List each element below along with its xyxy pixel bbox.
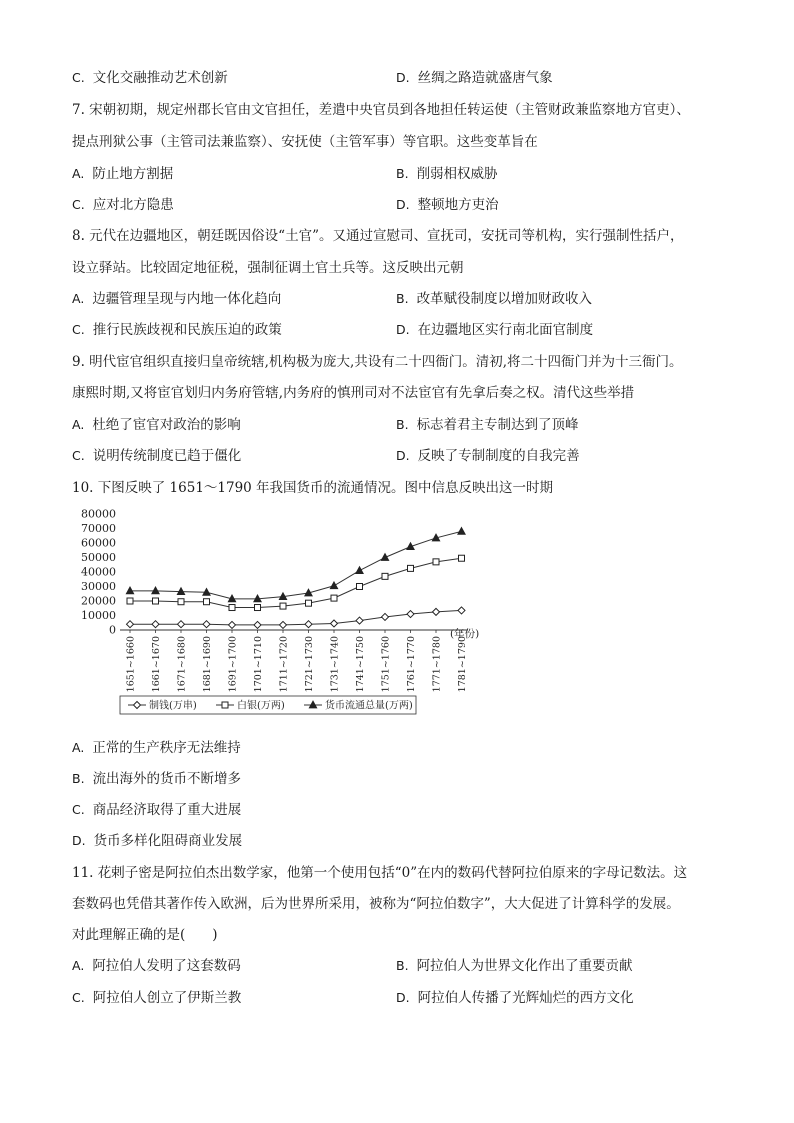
q11-stem-line1: 11. 花剌子密是阿拉伯杰出数学家，他第一个使用包括“0”在内的数码代替阿拉伯原来的字母记数法。这 — [72, 865, 688, 881]
q10-option-d: D. 货币多样化阻碍商业发展 — [72, 833, 243, 849]
q8-option-c: C. 推行民族歧视和民族压迫的政策 — [72, 322, 282, 338]
point-square — [204, 599, 210, 605]
point-diamond — [229, 621, 236, 628]
x-tick-label: 1751~1760 — [380, 636, 392, 693]
point-diamond — [382, 613, 389, 620]
point-diamond — [407, 611, 414, 618]
x-axis-unit: (年份) — [450, 628, 480, 640]
x-tick-label: 1681~1690 — [202, 636, 213, 693]
legend-label: 制钱(万串) — [149, 700, 197, 712]
q9-stem-line1: 9. 明代宦官组织直接归皇帝统辖,机构极为庞大,共设有二十四衙门。清初,将二十四衙门并为十三衙门。 — [72, 354, 683, 370]
point-square — [331, 595, 337, 601]
point-diamond — [305, 621, 312, 628]
x-tick-label: 1731~1740 — [329, 636, 341, 693]
point-diamond — [152, 621, 159, 628]
q9-option-b: B. 标志着君主专制达到了顶峰 — [396, 417, 579, 433]
q8-option-b: B. 改革赋役制度以增加财政收入 — [396, 291, 593, 307]
currency-line-chart — [78, 504, 498, 720]
x-tick-label: 1741~1750 — [355, 636, 366, 693]
q10-option-a: A. 正常的生产秩序无法维持 — [72, 740, 241, 756]
x-tick-label: 1661~1670 — [151, 636, 162, 693]
legend-label: 白银(万两) — [237, 700, 285, 712]
q11-stem-line2: 套数码也凭借其著作传入欧洲，后为世界所采用，被称为“阿拉伯数字”，大大促进了计算科学的发展。 — [72, 896, 680, 912]
q10-stem: 10. 下图反映了 1651～1790 年我国货币的流通情况。图中信息反映出这一时期 — [72, 480, 554, 496]
y-tick-labels — [81, 508, 116, 637]
point-triangle — [458, 527, 466, 534]
y-tick-label: 50000 — [81, 551, 116, 564]
q11-option-d: D. 阿拉伯人传播了光辉灿烂的西方文化 — [396, 990, 634, 1006]
point-square — [382, 573, 388, 579]
x-tick-label: 1771~1780 — [431, 636, 443, 693]
y-tick-label: 80000 — [81, 507, 116, 521]
q8-stem-line2: 设立驿站。比较固定地征税，强制征调土官土兵等。这反映出元朝 — [72, 260, 464, 276]
point-square — [255, 605, 261, 611]
point-square — [178, 599, 184, 605]
q8-option-a: A. 边疆管理呈现与内地一体化趋向 — [72, 291, 282, 307]
legend — [128, 699, 413, 712]
point-square — [408, 565, 414, 571]
point-square — [127, 598, 133, 604]
y-tick-label: 70000 — [81, 522, 116, 535]
x-tick-label: 1691~1700 — [227, 636, 239, 693]
y-tick-label: 40000 — [81, 565, 116, 579]
point-diamond — [331, 620, 338, 627]
point-diamond — [127, 621, 134, 628]
point-square — [153, 598, 159, 604]
point-triangle — [381, 554, 389, 561]
point-diamond — [280, 621, 287, 628]
legend-label: 货币流通总量(万两) — [325, 700, 413, 712]
point-square — [459, 555, 465, 561]
y-tick-label: 60000 — [81, 536, 116, 550]
point-diamond — [178, 621, 185, 628]
point-diamond — [433, 608, 440, 615]
q9-stem-line2: 康熙时期,又将宦官划归内务府管辖,内务府的慎刑司对不法宦官有先拿后奏之权。清代这些举措 — [72, 385, 635, 401]
point-square — [280, 603, 286, 609]
q9-option-d: D. 反映了专制制度的自我完善 — [396, 448, 580, 464]
point-square — [357, 584, 363, 590]
point-triangle — [356, 567, 364, 574]
x-tick-label: 1651~1660 — [125, 636, 137, 693]
point-triangle — [152, 587, 160, 594]
point-square — [306, 600, 312, 606]
q7-option-b: B. 削弱相权威胁 — [396, 166, 498, 182]
q11-option-a: A. 阿拉伯人发明了这套数码 — [72, 958, 241, 974]
q11-option-c: C. 阿拉伯人创立了伊斯兰教 — [72, 990, 242, 1006]
q11-option-b: B. 阿拉伯人为世界文化作出了重要贡献 — [396, 958, 633, 974]
q7-option-c: C. 应对北方隐患 — [72, 197, 174, 213]
x-tick-label: 1711~1720 — [278, 636, 290, 693]
point-triangle — [126, 587, 134, 594]
point-square — [433, 559, 439, 565]
q8-option-d: D. 在边疆地区实行南北面官制度 — [396, 322, 594, 338]
q10-option-c: C. 商品经济取得了重大进展 — [72, 802, 242, 818]
point-square — [222, 702, 228, 708]
x-tick-labels — [126, 630, 469, 692]
point-diamond — [356, 617, 363, 624]
x-tick-label: 1721~1730 — [304, 636, 315, 693]
q7-stem-line1: 7. 宋朝初期，规定州郡长官由文官担任，差遣中央官员到各地担任转运使（主管财政兼监察地方官吏）、 — [72, 102, 690, 118]
q10-option-b: B. 流出海外的货币不断增多 — [72, 771, 242, 787]
x-tick-label: 1671~1680 — [176, 636, 188, 693]
q7-option-d: D. 整顿地方吏治 — [396, 197, 499, 213]
point-triangle — [330, 582, 338, 589]
y-tick-label: 30000 — [81, 580, 116, 593]
point-square — [229, 605, 235, 611]
q8-stem-line1: 8. 元代在边疆地区，朝廷既因俗设“土官”。又通过宣慰司、宣抚司，安抚司等机构，实行强制性括户， — [72, 228, 684, 244]
q6-option-d: D. 丝绸之路造就盛唐气象 — [396, 70, 553, 86]
x-tick-label: 1761~1770 — [406, 636, 417, 693]
x-tick-label: 1781~1790 — [457, 636, 468, 693]
q9-option-a: A. 杜绝了宦官对政治的影响 — [72, 417, 241, 433]
point-diamond — [203, 621, 210, 628]
q11-stem-line3: 对此理解正确的是( ) — [72, 927, 218, 943]
q7-stem-line2: 提点刑狱公事（主管司法兼监察）、安抚使（主管军事）等官职。这些变革旨在 — [72, 134, 538, 150]
point-diamond — [254, 621, 261, 628]
y-tick-label: 10000 — [81, 609, 116, 622]
q6-option-c: C. 文化交融推动艺术创新 — [72, 70, 228, 86]
y-tick-label: 20000 — [81, 594, 116, 608]
q9-option-c: C. 说明传统制度已趋于僵化 — [72, 448, 242, 464]
x-tick-label: 1701~1710 — [253, 636, 264, 693]
y-tick-label: 0 — [109, 623, 116, 637]
q7-option-a: A. 防止地方割据 — [72, 166, 174, 182]
point-diamond — [458, 607, 465, 614]
